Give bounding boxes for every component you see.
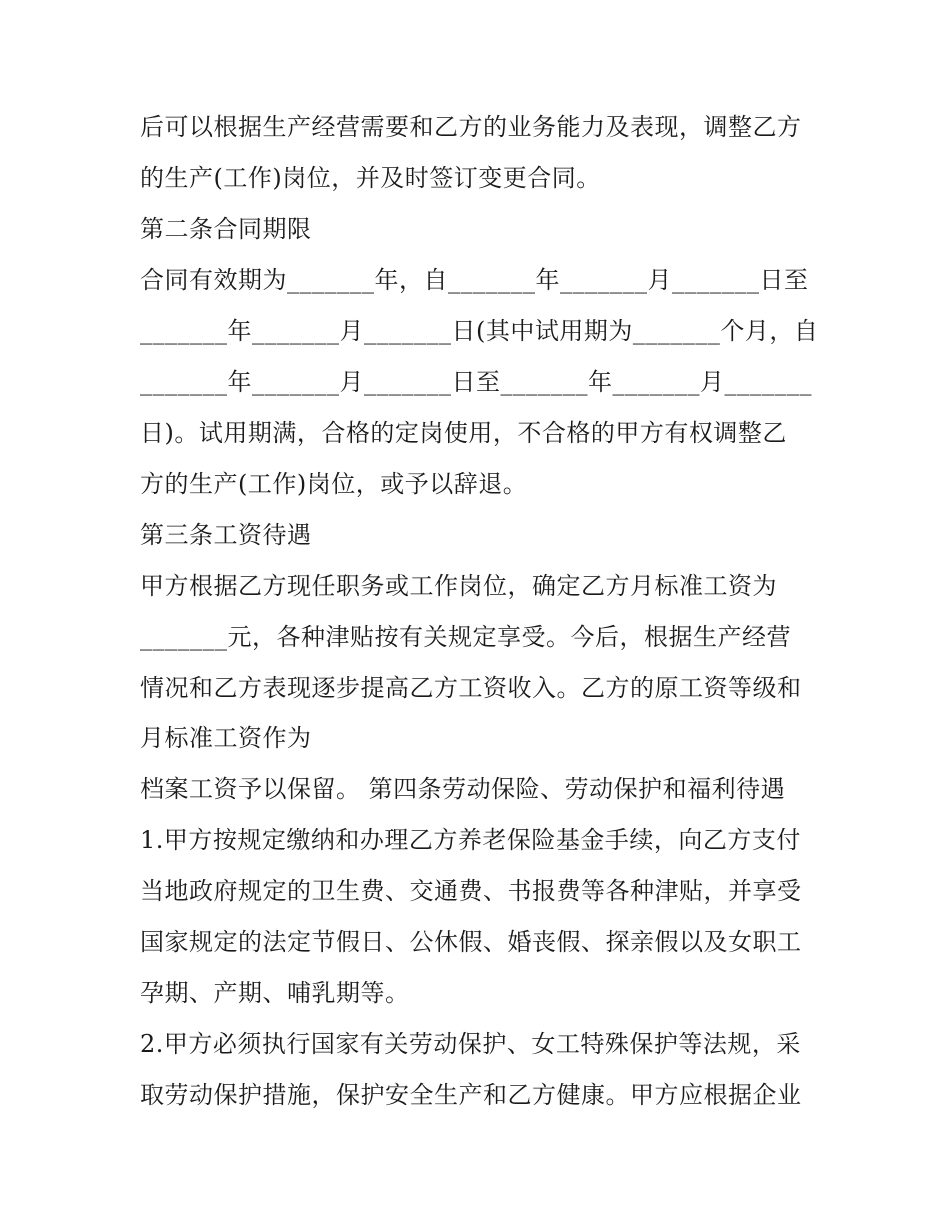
text-line-13: 月标准工资作为 <box>140 724 312 752</box>
text-line-17: 国家规定的法定节假日、公休假、婚丧假、探亲假以及女职工 <box>140 928 802 956</box>
text-line-4: 合同有效期为_______年，自_______年_______月_______日至 <box>140 266 809 294</box>
text-line-1: 后可以根据生产经营需要和乙方的业务能力及表现，调整乙方 <box>140 113 802 141</box>
text-line-19: 2.甲方必须执行国家有关劳动保护、女工特殊保护等法规，采 <box>140 1030 801 1058</box>
section-heading-2: 第二条合同期限 <box>140 215 312 243</box>
text-line-18: 孕期、产期、哺乳期等。 <box>140 979 410 1007</box>
text-line-7: 日)。试用期满，合格的定岗使用，不合格的甲方有权调整乙 <box>140 419 787 447</box>
text-line-5: _______年_______月_______日(其中试用期为_______个月，自 <box>140 317 819 345</box>
text-line-20: 取劳动保护措施，保护安全生产和乙方健康。甲方应根据企业 <box>140 1081 802 1109</box>
section-heading-3: 第三条工资待遇 <box>140 521 312 549</box>
text-line-6: _______年_______月_______日至_______年_______月_______ <box>140 368 812 396</box>
text-line-12: 情况和乙方表现逐步提高乙方工资收入。乙方的原工资等级和 <box>140 674 802 702</box>
text-line-11: _______元，各种津贴按有关规定享受。今后，根据生产经营 <box>140 623 791 651</box>
text-line-15: 1.甲方按规定缴纳和办理乙方养老保险基金手续，向乙方支付 <box>140 826 801 854</box>
text-line-2: 的生产(工作)岗位，并及时签订变更合同。 <box>140 164 601 192</box>
text-line-14: 档案工资予以保留。 第四条劳动保险、劳动保护和福利待遇 <box>140 775 786 803</box>
text-line-16: 当地政府规定的卫生费、交通费、书报费等各种津贴，并享受 <box>140 877 802 905</box>
text-line-10: 甲方根据乙方现任职务或工作岗位，确定乙方月标准工资为 <box>140 572 777 600</box>
text-line-8: 方的生产(工作)岗位，或予以辞退。 <box>140 470 528 498</box>
